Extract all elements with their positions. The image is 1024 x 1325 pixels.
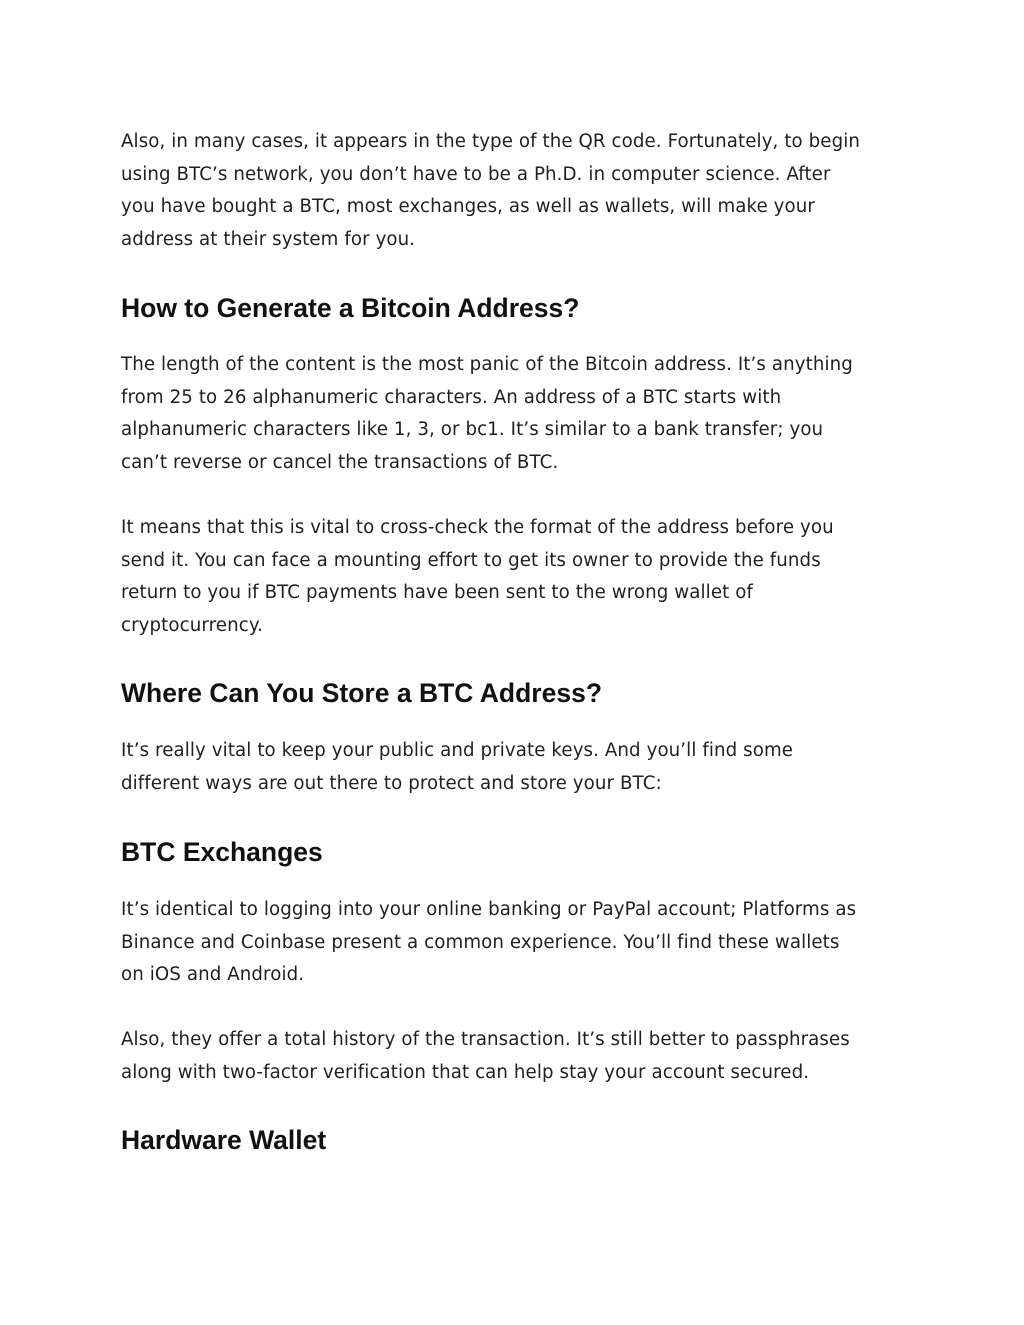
text-line: It’s identical to logging into your online banking or PayPal account; Platforms as: [121, 899, 857, 920]
text-line: It’s really vital to keep your public and private keys. And you’ll find some: [121, 740, 794, 761]
text-line: send it. You can face a mounting effort to get its owner to provide the funds: [121, 549, 821, 571]
paragraph-exchanges-experience: [121, 894, 921, 992]
paragraph-cross-check-format: [121, 512, 921, 643]
paragraph-transaction-history: [121, 1024, 921, 1089]
heading-store-btc-address: Where Can You Store a BTC Address?: [121, 678, 603, 708]
heading-generate-bitcoin-address: How to Generate a Bitcoin Address?: [121, 293, 580, 323]
heading-hardware-wallet: Hardware Wallet: [121, 1125, 327, 1155]
paragraph-qr-code-intro: [121, 126, 921, 257]
text-line: Also, they offer a total history of the transaction. It’s still better to passphrases: [121, 1029, 850, 1050]
paragraph-address-length: [121, 349, 921, 480]
text-line: It means that this is vital to cross-check the format of the address before you: [121, 517, 834, 538]
text-line: cryptocurrency.: [121, 615, 263, 637]
text-line: The length of the content is the most panic of the Bitcoin address. It’s anything: [121, 354, 853, 375]
text-line: on iOS and Android.: [121, 964, 305, 986]
text-line: different ways are out there to protect and store your BTC:: [121, 772, 662, 794]
paragraph-keep-keys: [121, 735, 921, 800]
text-line: Binance and Coinbase present a common experience. You’ll find these wallets: [121, 931, 840, 953]
text-line: alphanumeric characters like 1, 3, or bc1. It’s similar to a bank transfer; you: [121, 419, 824, 441]
text-line: you have bought a BTC, most exchanges, as well as wallets, will make your: [121, 196, 815, 218]
text-line: can’t reverse or cancel the transactions of BTC.: [121, 452, 559, 474]
text-line: return to you if BTC payments have been sent to the wrong wallet of: [121, 582, 753, 604]
text-line: Also, in many cases, it appears in the type of the QR code. Fortunately, to begin: [121, 131, 861, 152]
heading-btc-exchanges: BTC Exchanges: [121, 837, 323, 867]
text-line: along with two-factor verification that can help stay your account secured.: [121, 1061, 810, 1083]
text-line: using BTC’s network, you don’t have to be a Ph.D. in computer science. After: [121, 163, 831, 185]
text-line: from 25 to 26 alphanumeric characters. An address of a BTC starts with: [121, 386, 782, 408]
text-line: address at their system for you.: [121, 229, 416, 251]
